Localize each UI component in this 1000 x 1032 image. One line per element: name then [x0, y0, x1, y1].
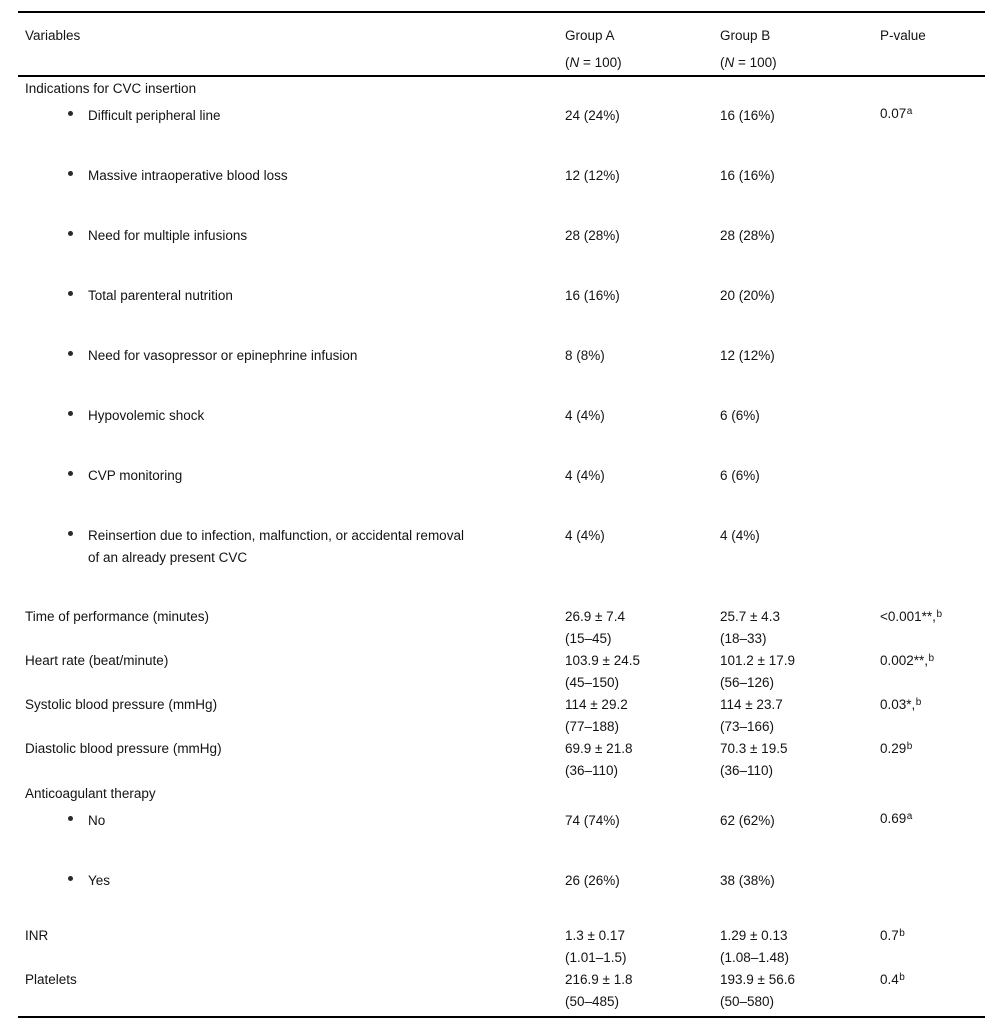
group-b-value: 28 (28%) — [720, 228, 775, 243]
group-a-value: 26 (26%) — [565, 873, 620, 888]
group-b-value: 4 (4%) — [720, 528, 760, 543]
group-b-value: 16 (16%) — [720, 108, 775, 123]
range: (36–110) — [565, 763, 619, 778]
group-b-value — [720, 925, 880, 969]
row-variable — [18, 810, 565, 832]
footnote-marker: b — [899, 927, 905, 939]
p-value — [880, 465, 985, 484]
bullet-icon — [68, 531, 73, 536]
group-a-value: 24 (24%) — [565, 108, 620, 123]
row-label: Systolic blood pressure (mmHg) — [25, 697, 218, 712]
range: (50–485) — [565, 994, 620, 1009]
group-b-value: 6 (6%) — [720, 408, 760, 423]
range: (73–166) — [720, 719, 775, 734]
p-value: <0.001**,$^b$ — [880, 608, 942, 624]
header-p-value — [880, 22, 985, 49]
mean-sd: 1.29 ± 0.13 — [720, 928, 788, 943]
p-value — [880, 405, 985, 424]
footnote-marker: b — [906, 740, 913, 752]
mean-sd: 70.3 ± 19.5 — [720, 741, 788, 756]
group-a-value: 12 (12%) — [565, 168, 620, 183]
group-b-value — [720, 606, 880, 650]
range: (36–110) — [720, 763, 774, 778]
bullet-icon — [68, 171, 73, 176]
bullet-icon — [68, 471, 73, 476]
p-value: 0.69$^a$ — [880, 810, 913, 826]
mean-sd: 25.7 ± 4.3 — [720, 609, 780, 624]
p-value — [880, 345, 985, 364]
row-variable — [18, 870, 565, 892]
table-row — [18, 805, 985, 865]
group-b-value: 38 (38%) — [720, 873, 775, 888]
p-value: 0.03*,$^b$ — [880, 696, 922, 712]
group-b-value: 6 (6%) — [720, 468, 760, 483]
mean-sd: 101.2 ± 17.9 — [720, 653, 795, 668]
table-row — [18, 865, 985, 925]
row-variable — [18, 525, 565, 569]
group-b-value — [720, 650, 880, 694]
table-row — [18, 400, 985, 460]
row-variable — [18, 285, 565, 307]
p-value: 0.07$^a$ — [880, 105, 913, 121]
table-row — [18, 220, 985, 280]
range: (77–188) — [565, 719, 620, 734]
p-value: 0.002**,$^b$ — [880, 652, 935, 668]
range: (56–126) — [720, 675, 775, 690]
mean-sd: 193.9 ± 56.6 — [720, 972, 795, 987]
p-value — [880, 870, 985, 889]
row-label: Reinsertion due to infection, malfunction, or accidental removal of an already present CVC — [88, 528, 464, 565]
row-variable — [18, 105, 565, 127]
group-a-value: 4 (4%) — [565, 528, 605, 543]
row-label: Need for multiple infusions — [88, 228, 248, 243]
group-a-value — [565, 606, 720, 650]
row-label: No — [88, 813, 106, 828]
range: (15–45) — [565, 631, 612, 646]
bullet-icon — [68, 291, 73, 296]
header-group-b — [720, 22, 880, 76]
group-a-value — [565, 925, 720, 969]
sample-size: (N = 100) — [720, 55, 777, 70]
group-b-value: 20 (20%) — [720, 288, 775, 303]
row-label: Diastolic blood pressure (mmHg) — [25, 741, 222, 756]
table-row — [18, 738, 985, 782]
row-label: Time of performance (minutes) — [25, 609, 210, 624]
column-header: P-value — [880, 28, 926, 43]
row-label: Yes — [88, 873, 111, 888]
group-a-value: 74 (74%) — [565, 813, 620, 828]
group-a-value — [565, 650, 720, 694]
table-row — [18, 650, 985, 694]
table-row — [18, 100, 985, 160]
section-label: Anticoagulant therapy — [25, 786, 156, 801]
group-b-value: 12 (12%) — [720, 348, 775, 363]
row-label: Hypovolemic shock — [88, 408, 205, 423]
group-a-value: 4 (4%) — [565, 468, 605, 483]
group-b-value — [720, 738, 880, 782]
column-header: Group A — [565, 28, 615, 43]
bullet-icon — [68, 816, 73, 821]
table-row — [18, 694, 985, 738]
group-b-value — [720, 694, 880, 738]
row-variable — [18, 225, 565, 247]
p-value: 0.29$^b$ — [880, 740, 913, 756]
p-value — [880, 285, 985, 304]
column-header: Variables — [25, 28, 81, 43]
footnote-marker: b — [899, 971, 905, 983]
range: (45–150) — [565, 675, 620, 690]
group-b-value: 16 (16%) — [720, 168, 775, 183]
range: (1.01–1.5) — [565, 950, 627, 965]
table-header-row — [18, 13, 985, 75]
table-row — [18, 160, 985, 220]
table-row — [18, 925, 985, 969]
column-header: Group B — [720, 28, 771, 43]
p-value: 0.7$^b$ — [880, 927, 905, 943]
p-value: 0.4$^b$ — [880, 971, 905, 987]
bullet-icon — [68, 351, 73, 356]
group-a-value: 8 (8%) — [565, 348, 605, 363]
header-group-a — [565, 22, 720, 76]
mean-sd: 216.9 ± 1.8 — [565, 972, 633, 987]
table-row — [18, 969, 985, 1013]
group-a-value: 28 (28%) — [565, 228, 620, 243]
bullet-icon — [68, 231, 73, 236]
p-value — [880, 225, 985, 244]
bullet-icon — [68, 411, 73, 416]
mean-sd: 114 ± 23.7 — [720, 697, 783, 712]
sample-size: (N = 100) — [565, 55, 622, 70]
row-label: Total parenteral nutrition — [88, 288, 233, 303]
row-label: INR — [25, 928, 49, 943]
range: (18–33) — [720, 631, 767, 646]
statistics-table — [18, 11, 985, 1018]
group-a-value: 4 (4%) — [565, 408, 605, 423]
table-bottom-rule — [18, 1016, 985, 1018]
table-row — [18, 340, 985, 400]
mean-sd: 114 ± 29.2 — [565, 697, 628, 712]
bullet-icon — [68, 876, 73, 881]
group-a-value — [565, 694, 720, 738]
p-value — [880, 165, 985, 184]
group-b-value: 62 (62%) — [720, 813, 775, 828]
table-row-section — [18, 77, 985, 100]
group-b-value — [720, 969, 880, 1013]
row-label: Platelets — [25, 972, 77, 987]
footnote-marker: b — [915, 696, 922, 708]
table-row — [18, 520, 985, 606]
footnote-marker: b — [936, 608, 942, 620]
mean-sd: 69.9 ± 21.8 — [565, 741, 633, 756]
footnote-marker: a — [906, 810, 913, 822]
footnote-marker: a — [906, 105, 913, 117]
group-a-value — [565, 738, 720, 782]
row-variable — [18, 165, 565, 187]
row-label: Heart rate (beat/minute) — [25, 653, 169, 668]
mean-sd: 1.3 ± 0.17 — [565, 928, 625, 943]
mean-sd: 26.9 ± 7.4 — [565, 609, 625, 624]
range: (50–580) — [720, 994, 775, 1009]
row-variable — [18, 465, 565, 487]
row-label: CVP monitoring — [88, 468, 183, 483]
range: (1.08–1.48) — [720, 950, 790, 965]
group-a-value: 16 (16%) — [565, 288, 620, 303]
row-label: Need for vasopressor or epinephrine infusion — [88, 348, 358, 363]
table-row — [18, 460, 985, 520]
row-variable — [18, 345, 565, 367]
p-value — [880, 525, 985, 544]
mean-sd: 103.9 ± 24.5 — [565, 653, 640, 668]
header-variables — [18, 22, 565, 49]
group-a-value — [565, 969, 720, 1013]
footnote-marker: b — [928, 652, 935, 664]
row-label: Massive intraoperative blood loss — [88, 168, 288, 183]
table-row — [18, 280, 985, 340]
table-row — [18, 606, 985, 650]
bullet-icon — [68, 111, 73, 116]
section-label: Indications for CVC insertion — [25, 81, 197, 96]
row-variable — [18, 405, 565, 427]
table-row-section — [18, 782, 985, 805]
row-label: Difficult peripheral line — [88, 108, 221, 123]
